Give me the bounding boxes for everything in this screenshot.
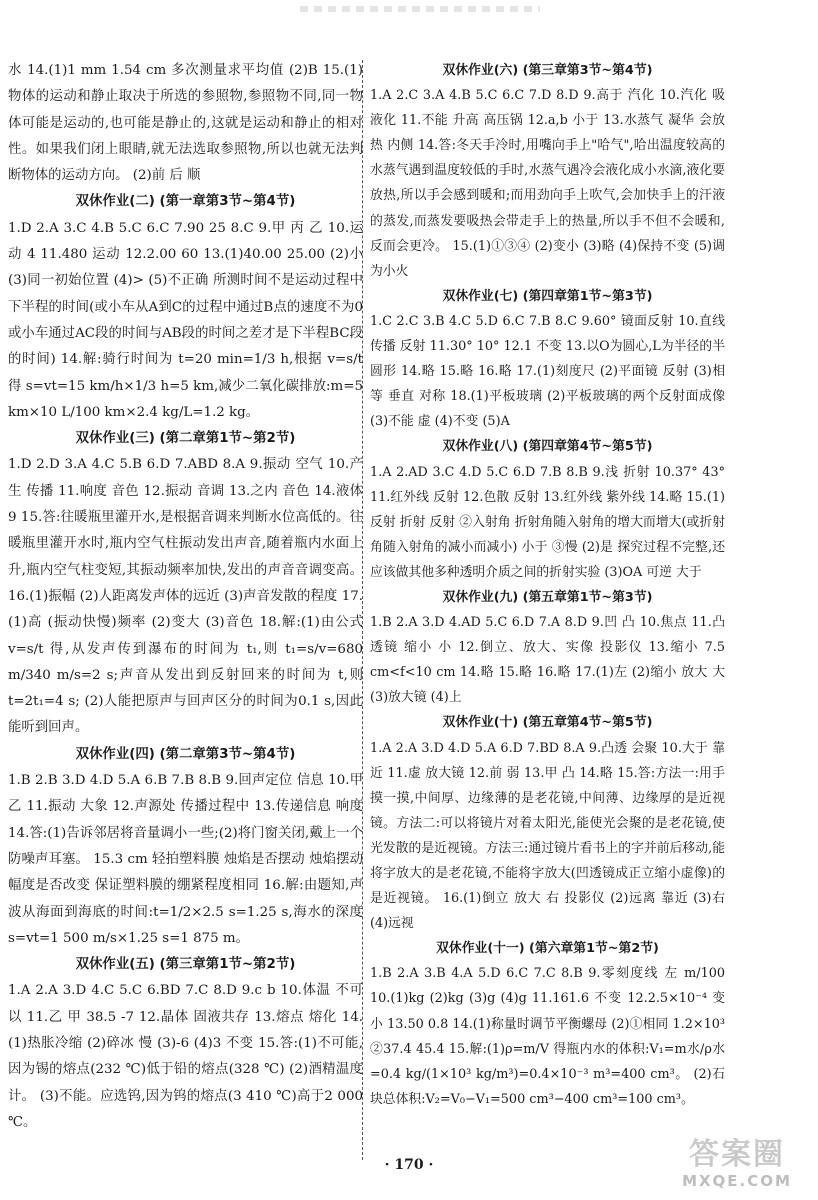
section-heading: 双休作业(七) (第四章第1节~第3节) — [442, 288, 653, 304]
answer-paragraph: 1.A 2.A 3.D 4.D 5.A 6.D 7.BD 8.A 9.凸透 会聚 10.大于 靠近 11.虚 放大镜 12.前 弱 13.甲 凸 14.略 15.答:方法一:用手摸一摸,中间厚、边缘薄的是老花镜,中间薄、边缘厚的是近视镜。方法二:可以将镜片对着太阳光,能使光会聚的是老花镜,使光发散的是近视镜。方法三:通过镜片看书上的字并前后移动,能将字放大的是老花镜,不能将字放大(凹透镜成正立缩小虚像)的是近视镜。 16.(1)倒立 放大 右 投影仪 (2)远离 靠近 (3)右 (4)远视 — [370, 740, 725, 932]
answer-paragraph: 1.C 2.C 3.B 4.C 5.D 6.C 7.B 8.C 9.60° 镜面反射 10.直线传播 反射 11.30° 10° 12.1 不变 13.以O为圆心,L为半径的半圆形 14.略 15.略 16.略 17.(1)刻度尺 (2)平面镜 反射 (3)相等 垂直 对称 18.(1)平板玻璃 (2)平板玻璃的两个反射面成像 (3)不能 虚 (4)不变 (5)A — [370, 313, 725, 430]
section-heading: 双休作业(二) (第一章第3节~第4节) — [75, 194, 296, 210]
answer-paragraph: 1.A 2.AD 3.C 4.D 5.C 6.D 7.B 8.B 9.浅 折射 10.37° 43° 11.红外线 反射 12.色散 反射 13.红外线 紫外线 14.略 15.(1)反射 折射 反射 ②入射角 折射角随入射角的增大而增大(或折射角随入射角的减小而减小) 小于 ③慢 (2)是 探究过程不完整,还应该做其他多种透明介质之间的折射实验 (3)OA 可逆 大于 — [370, 464, 725, 580]
answer-paragraph: 1.D 2.A 3.C 4.B 5.C 6.C 7.90 25 8.C 9.甲 丙 乙 10.运动 4 11.480 运动 12.2.00 60 13.(1)40.00 25.00 (2)小 (3)同一初始位置 (4)> (5)不正确 所测时间不是运动过程中下半程的时间(或小车从A到C的过程中通过B点的速度不为0或小车通过AC段的时间与AB段的时间之差才是下半程BC段的时间) 14.解:骑行时间为 t=20 min=1/3 h,根据 v=s/t 得 s=vt=15 km/h×1/3 h=5 km,减少二氧化碳排放:m=5 km×10 L/100 km×2.4 kg/L=1.2 kg。 — [8, 220, 363, 420]
site-watermark — [662, 1138, 812, 1196]
section-heading: 双休作业(八) (第四章第4节~第5节) — [442, 439, 653, 455]
watermark-title: 答案圈 — [689, 1137, 785, 1172]
section-heading: 双休作业(六) (第三章第3节~第4节) — [442, 63, 653, 78]
answer-paragraph: 1.B 2.A 3.B 4.A 5.D 6.C 7.C 8.B 9.零刻度线 左 m/100 10.(1)kg (2)kg (3)g (4)g 11.161.6 不变 12.2.5×10⁻⁴ 变小 13.50 0.8 14.(1)称量时调节平衡螺母 (2)①相同 1.2×10³ ②37.4 45.4 15.解:(1)ρ=m/V 得瓶内水的体积:V₁=m水/ρ水=0.4 kg/(1×10³ kg/m³)=0.4×10⁻³ m³=400 cm³。 (2)石块总体积:V₂=V₀−V₁=500 cm³−400 cm³=100 cm³。 — [370, 966, 725, 1107]
section-heading: 双休作业(十) (第五章第4节~第5节) — [442, 715, 653, 731]
watermark-url: MXQE.COM — [682, 1172, 792, 1190]
section-heading: 双休作业(四) (第二章第3节~第4节) — [75, 746, 296, 762]
right-column — [370, 58, 725, 1112]
section-heading: 双休作业(九) (第五章第1节~第3节) — [442, 589, 653, 605]
answer-paragraph: 1.A 2.C 3.A 4.B 5.C 6.C 7.D 8.D 9.高于 汽化 10.汽化 吸 液化 11.不能 升高 高压锅 12.a,b 小于 13.水蒸气 凝华 会放热 内侧 14.答:冬天手冷时,用嘴向手上"哈气",哈出温度较高的水蒸气遇到温度较低的手时,水蒸气遇冷会液化成小水滴,液化要放热,所以手会感到暖和;而用劲向手上吹气,会加快手上的汗液的蒸发,而蒸发要吸热会带走手上的热量,所以手不但不会暖和,反而会更冷。 15.(1)①③④ (2)变小 (3)略 (4)保持不变 (5)调为小火 — [370, 88, 725, 279]
answer-paragraph: 水 14.(1)1 mm 1.54 cm 多次测量求平均值 (2)B 15.(1)物体的运动和静止取决于所选的参照物,参照物不同,同一物体可能是运动的,也可能是静止的,这就是运动和静止的相对性。如果我们闭上眼睛,就无法选取参照物,所以也就无法判断物体的运动方向。 (2)前 后 顺 — [8, 63, 363, 184]
left-column — [8, 58, 363, 1136]
column-divider — [362, 60, 363, 1160]
answer-paragraph: 1.B 2.A 3.D 4.AD 5.C 6.D 7.A 8.D 9.凹 凸 10.焦点 11.凸透镜 缩小 小 12.倒立、放大、实像 投影仪 13.缩小 7.5 cm<f<10 cm 14.略 15.略 16.略 17.(1)左 (2)缩小 放大 大 (3)放大镜 (4)上 — [370, 615, 725, 706]
answer-paragraph: 1.D 2.D 3.A 4.C 5.B 6.D 7.ABD 8.A 9.振动 空气 10.产生 传播 11.响度 音色 12.振动 音调 13.之内 音色 14.液体 9 15.答:往暖瓶里灌开水,是根据音调来判断水位高低的。往暖瓶里灌开水时,瓶内空气柱振动发出声音,随着瓶内水面上升,瓶内空气柱变短,其振动频率加快,发出的声音音调变高。 16.(1)振幅 (2)人距离发声体的远近 (3)声音发散的程度 17.(1)高 (振动快慢)频率 (2)变大 (3)音色 18.解:(1)由公式 v=s/t 得,从发声传到瀑布的时间为 t₁,则 t₁=s/v=680 m/340 m/s=2 s;声音从发出到反射回来的时间为 t,则 t=2t₁=4 s; (2)人能把原声与回声区分的时间为0.1 s,因此能听到回声。 — [8, 457, 363, 736]
section-heading: 双休作业(五) (第三章第1节~第2节) — [75, 957, 296, 973]
faint-header-strip — [300, 6, 540, 12]
answer-paragraph: 1.A 2.A 3.D 4.C 5.C 6.BD 7.C 8.D 9.c b 10.体温 不可以 11.乙 甲 38.5 -7 12.晶体 固液共存 13.熔点 熔化 14.(1)热胀冷缩 (2)碎冰 慢 (3)-6 (4)3 不变 15.答:(1)不可能,因为锡的熔点(232 ℃)低于铅的熔点(328 ℃) (2)酒精温度计。 (3)不能。应选钨,因为钨的熔点(3 410 ℃)高于2 000 ℃。 — [8, 983, 363, 1130]
section-heading: 双休作业(三) (第二章第1节~第2节) — [75, 431, 296, 447]
section-heading: 双休作业(十一) (第六章第1节~第2节) — [436, 941, 659, 957]
answer-paragraph: 1.B 2.B 3.D 4.D 5.A 6.B 7.B 8.B 9.回声定位 信息 10.甲 乙 11.振动 大象 12.声源处 传播过程中 13.传递信息 响度 14.答:(1)告诉邻居将音量调小一些;(2)将门窗关闭,戴上一个防噪声耳塞。 15.3 cm 轻拍塑料膜 烛焰是否摆动 烛焰摆动幅度是否改变 保证塑料膜的绷紧程度相同 16.解:由题知,声波从海面到海底的时间:t=1/2×2.5 s=1.25 s,海水的深度 s=vt=1 500 m/s×1.25 s=1 875 m。 — [8, 773, 363, 946]
page-number: · 170 · — [384, 1157, 434, 1173]
